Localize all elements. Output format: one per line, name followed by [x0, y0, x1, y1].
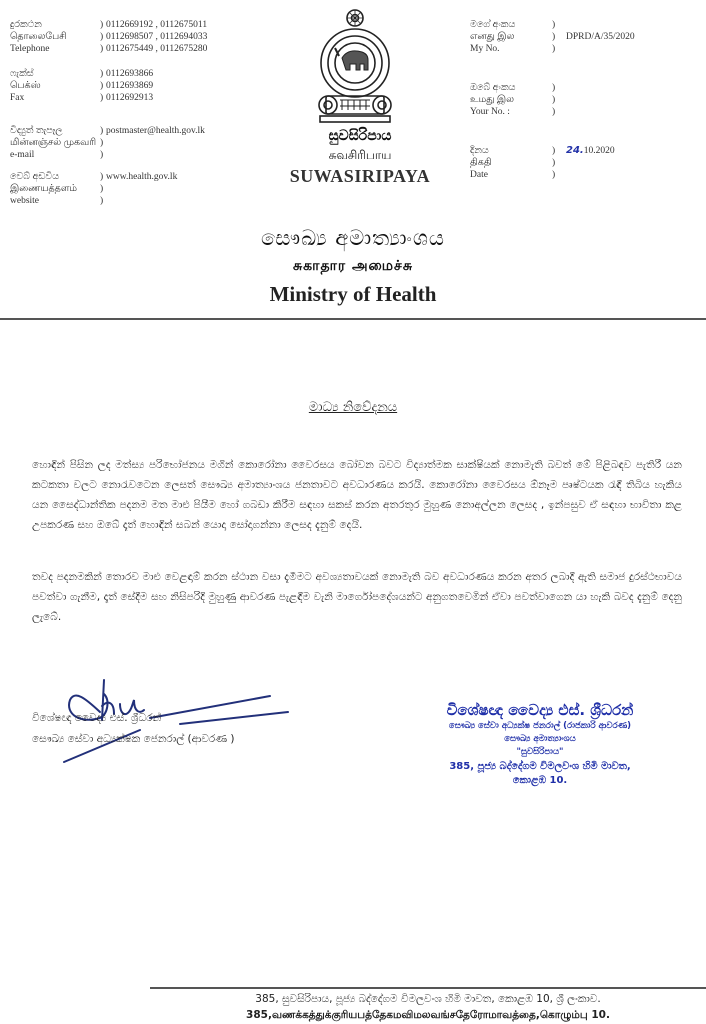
stamp-ministry: සෞඛ්‍ය අමාත්‍යාංශය [504, 734, 576, 744]
ref-label: உமது இல [470, 95, 515, 105]
email-link[interactable]: postmaster@health.gov.lk [106, 126, 205, 136]
paren: ) [100, 20, 104, 30]
contact-value: 0112693866 [106, 69, 154, 79]
date-month-year: 10.2020 [583, 146, 615, 156]
reference-block-your-no [470, 82, 566, 118]
contact-label: දුරකථන [10, 20, 42, 30]
contact-value: 0112669192 , 0112675011 [106, 20, 208, 30]
paren: ) [100, 138, 104, 148]
contact-row-fax-en [10, 92, 153, 104]
paren: ) [552, 146, 556, 156]
paren: ) [100, 32, 104, 42]
ref-row [470, 82, 566, 94]
paren: ) [100, 44, 104, 54]
contact-row-fax-ta [10, 80, 153, 92]
contact-label: Telephone [10, 44, 50, 54]
paren: ) [100, 93, 104, 103]
body-paragraph-2: තවද පදනමකින් තොරව මාළු වෙළඳාම් කරන ස්ථාන වසා දැමීමට අවශ්‍යතාවයක් නොමැති බව අවධාරණය කරන අතර ලබාදී ඇති සමාජ දුරස්ථභාවය පවත්වා ගැනීම, දෑත් සේදීම සහ නිසිපරිදි මුහුණු ආවරණ පැළඳීම වැනි මාර්ගෝපදේශයන්ට අනුගතවෙමින් ඒවා පවත්වාගෙන යා හැකි බවද දැනුම් දෙනු ලැබේ. [32, 571, 682, 623]
ref-label: මගේ අංකය [470, 20, 516, 30]
website-link[interactable]: www.health.gov.lk [106, 172, 178, 182]
contact-label: மின்னஞ்சல் முகவரி [10, 138, 97, 148]
national-emblem-icon [312, 8, 398, 126]
ministry-name-sinhala: සෞඛ්‍ය අමාත්‍යාංශය [261, 226, 445, 250]
document-title: මාධ්‍ය නිවේදනය [308, 400, 398, 415]
ref-label: Your No. : [470, 107, 510, 117]
contact-value: 0112692913 [106, 93, 154, 103]
contact-row-email-en [10, 149, 205, 161]
ministry-name-english: Ministry of Health [269, 282, 437, 306]
stamp-city: කොළඹ 10. [512, 775, 568, 786]
paren: ) [100, 81, 104, 91]
paren: ) [100, 184, 104, 194]
contact-label: பெக்ஸ் [10, 81, 41, 91]
paren: ) [552, 44, 556, 54]
ref-label: திகதி [470, 158, 492, 168]
contact-row-email-si [10, 125, 205, 137]
contact-row-web-si [10, 171, 177, 183]
contact-label: e-mail [10, 150, 35, 160]
signatory-designation: සෞඛ්‍ය සේවා අධ්‍යක්ෂක ජෙනරාල් (ආවරණ ) [32, 733, 235, 745]
contact-row-web-en [10, 195, 177, 207]
ref-label: දිනය [470, 146, 489, 156]
footer-address-tamil: 385,வணக்கத்துக்குரியபத்தேகமவிமலவங்சதேரோமாவத்தை,கொழும்பு 10. [246, 1009, 610, 1021]
paren: ) [552, 32, 556, 42]
stamp-name: විශේෂඥ වෛද්‍ය එස්. ශ්‍රීධරන් [446, 701, 634, 719]
paren: ) [552, 95, 556, 105]
contact-row-web-ta [10, 183, 177, 195]
header-divider [0, 318, 706, 320]
contact-row-fax-si [10, 68, 153, 80]
contact-row-email-ta [10, 137, 205, 149]
ref-label: My No. [470, 44, 500, 54]
stamp-designation: සෞඛ්‍ය සේවා අධ්‍යක්ෂ ජනරාල් (රාජකාරි ආවරණ) [448, 721, 632, 731]
paren: ) [100, 150, 104, 160]
stamp-address: 385, පූජ්‍ය බද්දේගම විමලවංශ හිමි මාවත, [449, 761, 631, 772]
ref-label: ඔබේ අංකය [470, 83, 516, 93]
contact-label: இணையத்தளம் [10, 184, 78, 194]
contact-label: website [10, 196, 40, 206]
my-number-value: DPRD/A/35/2020 [566, 32, 635, 42]
contact-value: 0112693869 [106, 81, 154, 91]
footer-address-sinhala: 385, සුවසිරිපාය, පූජ්‍ය බද්දේගම විමලවංශ හිමි මාවත, කොළඹ 10, ශ්‍රී ලංකාව. [255, 993, 601, 1005]
paren: ) [100, 69, 104, 79]
building-name-sinhala: සුවසිරිපාය [328, 128, 392, 144]
ref-row [470, 145, 615, 157]
ref-label: Date [470, 170, 488, 180]
footer-divider [150, 987, 706, 989]
building-name-english: SUWASIRIPAYA [289, 166, 431, 186]
paren: ) [100, 196, 104, 206]
paren: ) [552, 107, 556, 117]
contact-value: 0112675449 , 0112675280 [106, 44, 208, 54]
contact-block-web [10, 171, 177, 207]
handwritten-day: 24. [566, 145, 584, 156]
contact-label: தொலைபேசி [10, 32, 67, 42]
contact-block-left [10, 19, 207, 55]
ref-row [470, 43, 635, 55]
contact-value: 0112698507 , 0112694033 [106, 32, 208, 42]
paren: ) [552, 83, 556, 93]
reference-block-my-no [470, 19, 635, 55]
stamp-building: "සුවසිරිපාය" [516, 747, 564, 757]
contact-row-phone-si [10, 19, 207, 31]
signatory-name: විශේෂඥ වෛද්‍ය එස්. ශ්‍රීධරන් [32, 712, 162, 724]
paren: ) [552, 170, 556, 180]
contact-row-phone-en [10, 43, 207, 55]
ref-label: எனது இல [470, 32, 515, 42]
ref-row [470, 157, 615, 169]
contact-block-email [10, 125, 205, 161]
contact-label: ෆැක්ස් [10, 69, 34, 79]
ref-row [470, 31, 635, 43]
contact-label: වෙබ් අඩවිය [10, 172, 60, 182]
body-paragraph-1: හොඳින් පිසින ලද මත්ස්‍ය පරිභෝජනය මගින් කොරෝනා වෛරසය බෝවන බවට විද්‍යාත්මක සාක්ෂියක් නොමැති බවත් මේ පිළිබඳව පැතිරී යන කටකතා වලට නොරැවටෙන ලෙසත් සෞඛ්‍ය අමාත්‍යාංශය ජනතාවට අවධාරණය කරයි. කොරෝනා වෛරසය ඕනෑම පෘෂ්ටයක රැඳී තිබිය හැකිය යන සෛද්ධාන්තික පදනම මත මාළු පියීම හෝ ගබඩා කිරීම සඳහා සකස් කරන අතරතුර මුහුණ නොඅල්ලන ලෙසද , ඉන්පසුව ඒ සඳහා භාවිතා කළ උපකරණ සහ ඔබේ දෑත් හොඳින් සබන් යොදා සෝදාගන්නා ලෙසද දැනුම් දෙයි. [32, 459, 682, 531]
contact-row-phone-ta [10, 31, 207, 43]
paren: ) [100, 172, 104, 182]
official-stamp [372, 700, 706, 788]
ref-row [470, 169, 615, 181]
reference-block-date [470, 145, 615, 181]
contact-label: Fax [10, 93, 25, 103]
paren: ) [100, 126, 104, 136]
date-value [566, 145, 615, 157]
contact-label: විද්‍යුත් තැපෑල [10, 126, 63, 136]
paren: ) [552, 20, 556, 30]
building-name-tamil: சுவசிரிபாய [328, 148, 392, 162]
ministry-name-tamil: சுகாதார அமைச்சு [293, 258, 413, 274]
ref-row [470, 94, 566, 106]
ref-row [470, 19, 635, 31]
contact-block-fax [10, 68, 153, 104]
paren: ) [552, 158, 556, 168]
ref-row [470, 106, 566, 118]
